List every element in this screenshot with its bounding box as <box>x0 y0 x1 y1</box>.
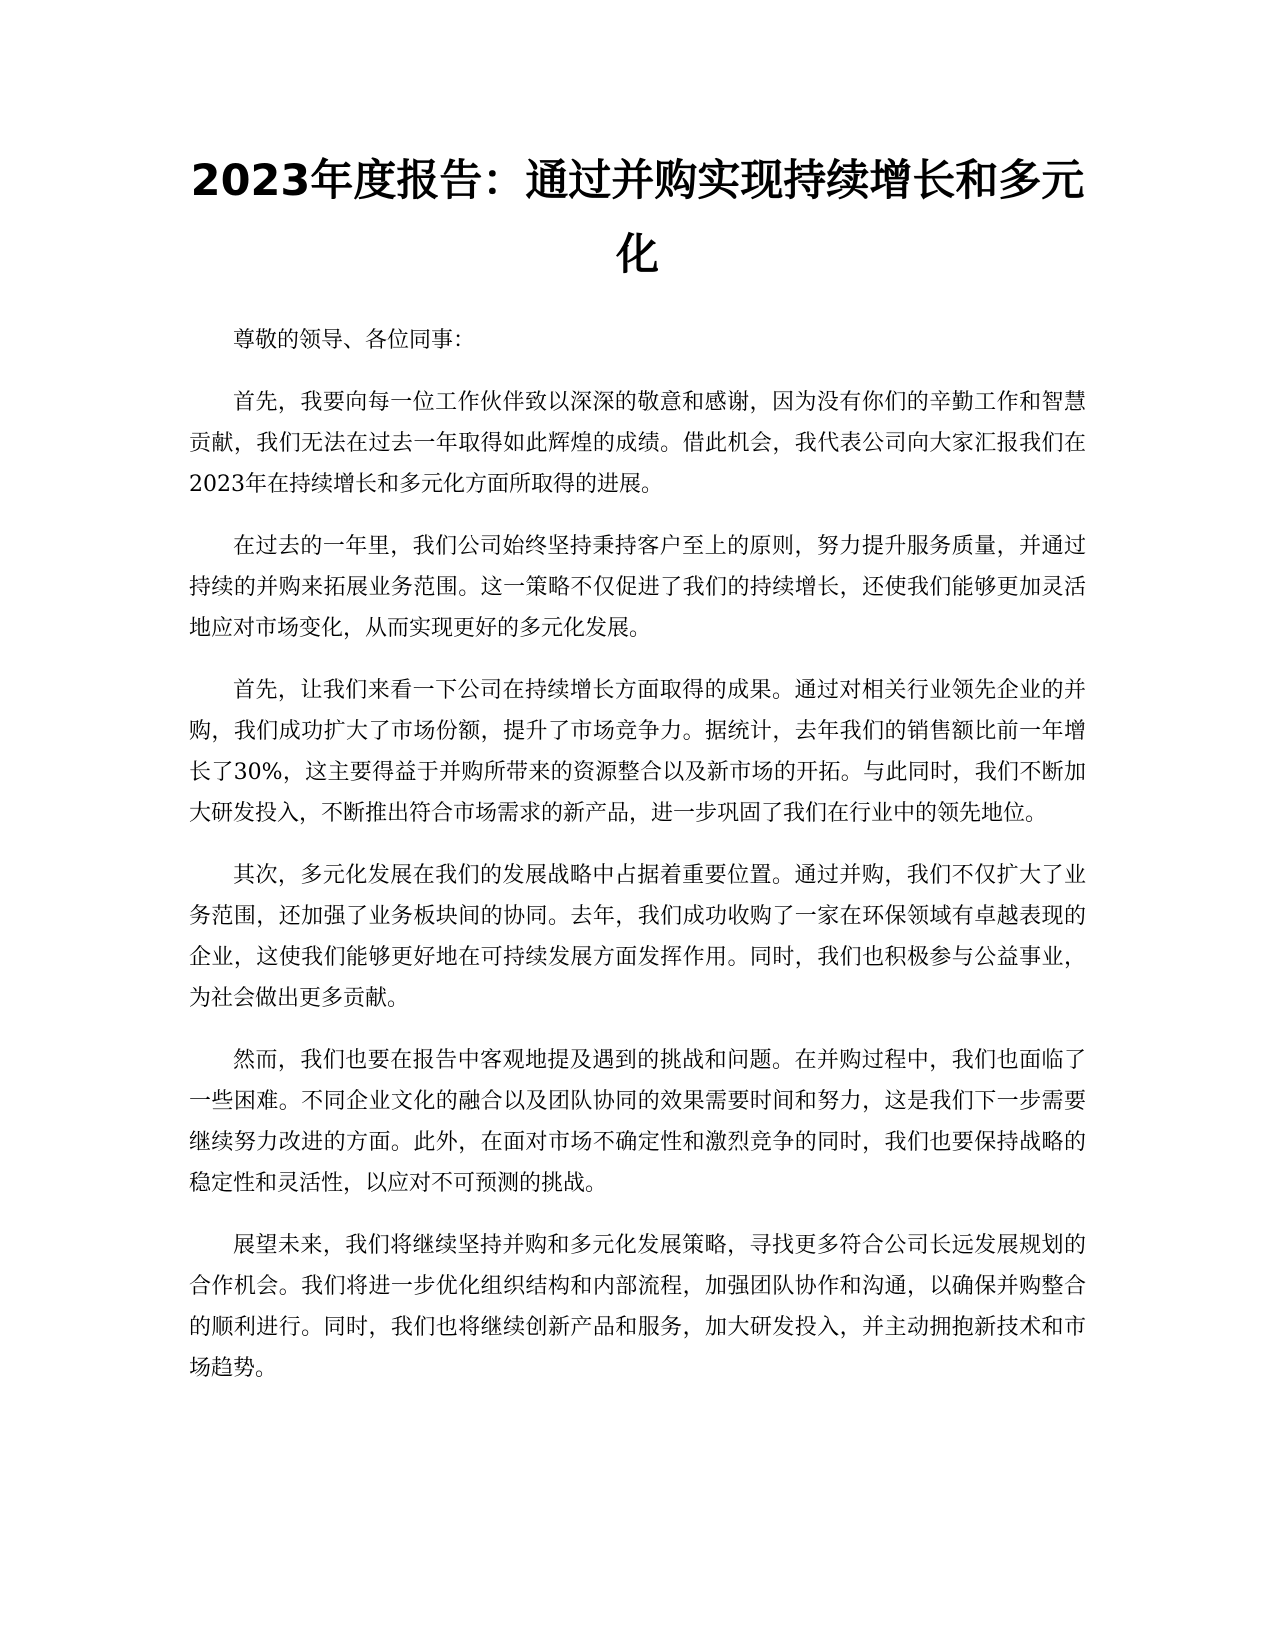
paragraph-salutation: 尊敬的领导、各位同事： <box>233 328 476 353</box>
document-body <box>189 320 1086 1410</box>
document-title: 2023年度报告：通过并购实现持续增长和多元化 <box>190 156 1085 280</box>
paragraph-diversification: 其次，多元化发展在我们的发展战略中占据着重要位置。通过并购，我们不仅扩大了业务范围，还加强了业务板块间的协同。去年，我们成功收购了一家在环保领域有卓越表现的企业，这使我们能够更好地在可持续发展方面发挥作用。同时，我们也积极参与公益事业，为社会做出更多贡献。 <box>189 863 1086 1011</box>
paragraph-strategy: 在过去的一年里，我们公司始终坚持秉持客户至上的原则，努力提升服务质量，并通过持续的并购来拓展业务范围。这一策略不仅促进了我们的持续增长，还使我们能够更加灵活地应对市场变化，从而实现更好的多元化发展。 <box>189 534 1086 641</box>
paragraph-growth: 首先，让我们来看一下公司在持续增长方面取得的成果。通过对相关行业领先企业的并购，我们成功扩大了市场份额，提升了市场竞争力。据统计，去年我们的销售额比前一年增长了30%，这主要得益于并购所带来的资源整合以及新市场的开拓。与此同时，我们不断加大研发投入，不断推出符合市场需求的新产品，进一步巩固了我们在行业中的领先地位。 <box>189 678 1086 826</box>
paragraph-gratitude: 首先，我要向每一位工作伙伴致以深深的敬意和感谢，因为没有你们的辛勤工作和智慧贡献，我们无法在过去一年取得如此辉煌的成绩。借此机会，我代表公司向大家汇报我们在2023年在持续增长和多元化方面所取得的进展。 <box>189 390 1086 497</box>
paragraph-challenges: 然而，我们也要在报告中客观地提及遇到的挑战和问题。在并购过程中，我们也面临了一些困难。不同企业文化的融合以及团队协同的效果需要时间和努力，这是我们下一步需要继续努力改进的方面。此外，在面对市场不确定性和激烈竞争的同时，我们也要保持战略的稳定性和灵活性，以应对不可预测的挑战。 <box>189 1048 1086 1196</box>
paragraph-outlook: 展望未来，我们将继续坚持并购和多元化发展策略，寻找更多符合公司长远发展规划的合作机会。我们将进一步优化组织结构和内部流程，加强团队协作和沟通，以确保并购整合的顺利进行。同时，我们也将继续创新产品和服务，加大研发投入，并主动拥抱新技术和市场趋势。 <box>189 1233 1086 1381</box>
